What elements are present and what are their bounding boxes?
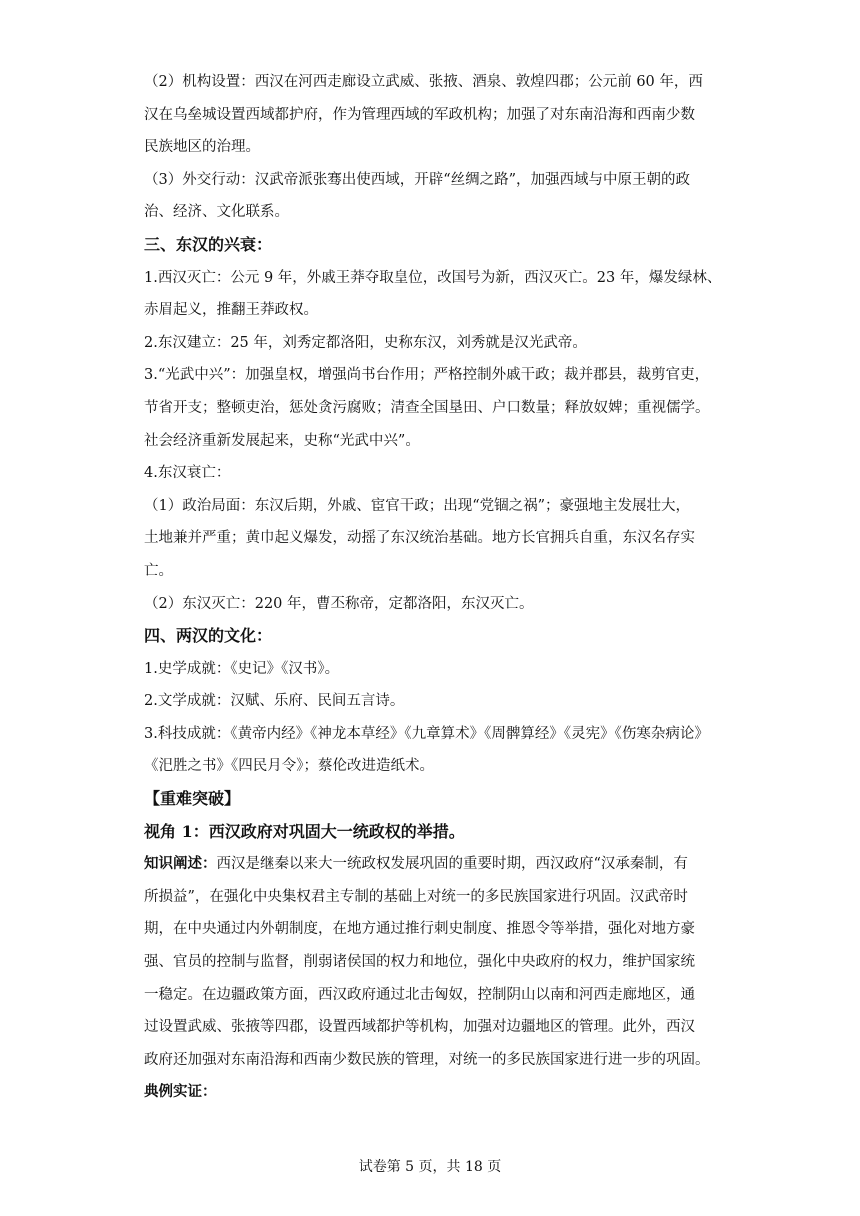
paragraph-line: 汉在乌垒城设置西域都护府，作为管理西域的军政机构；加强了对东南沿海和西南少数 [144,106,695,123]
paragraph-line: 民族地区的治理。 [144,139,260,156]
paragraph-line: 过设置武威、张掖等四郡，设置西域都护等机构，加强对边疆地区的管理。此外，西汉 [144,1019,695,1036]
paragraph-line: 2.文学成就：汉赋、乐府、民间五言诗。 [144,693,405,710]
paragraph-line: 赤眉起义，推翻王莽政权。 [144,302,318,319]
paragraph-line: 4.东汉衰亡： [144,465,231,482]
breakthrough-heading: 【重难突破】 [144,789,241,809]
paragraph-line: 2.东汉建立：25 年，刘秀定都洛阳，史称东汉，刘秀就是汉光武帝。 [144,334,587,351]
paragraph-line: 所损益”，在强化中央集权君主专制的基础上对统一的多民族国家进行巩固。汉武帝时 [144,888,688,905]
section-heading: 四、两汉的文化： [144,626,273,646]
paragraph-line: 3.“光武中兴”：加强皇权，增强尚书台作用；严格控制外戚干政；裁并郡县，裁剪官吏， [144,367,710,384]
paragraph-line: （1）政治局面：东汉后期，外戚、宦官干政；出现“党锢之祸”；豪强地主发展壮大， [144,497,691,514]
section-heading: 三、东汉的兴衰： [144,234,273,254]
paragraph-line: 亡。 [144,562,173,579]
example-label: 典例实证： [144,1083,217,1101]
knowledge-label: 知识阐述： [144,855,217,873]
document-body [144,66,728,1109]
paragraph-line: 强、官员的控制与监督，削弱诸侯国的权力和地位，强化中央政府的权力，维护国家统 [144,954,695,971]
knowledge-text: 西汉是继秦以来大一统政权发展巩固的重要时期，西汉政府“汉承秦制，有 [216,856,688,873]
paragraph-line: 社会经济重新发展起来，史称“光武中兴”。 [144,432,420,449]
paragraph-line: 《汜胜之书》《四民月令》；蔡伦改进造纸术。 [144,758,434,775]
perspective-title: 视角 1：西汉政府对巩固大一统政权的举措。 [144,821,465,841]
paragraph-line: （3）外交行动：汉武帝派张骞出使西域，开辟“丝绸之路”，加强西域与中原王朝的政 [144,171,691,188]
paragraph-line: 政府还加强对东南沿海和西南少数民族的管理，对统一的多民族国家进行进一步的巩固。 [144,1051,710,1068]
paragraph-line: （2）机构设置：西汉在河西走廊设立武威、张掖、酒泉、敦煌四郡；公元前 60 年，西 [144,74,703,90]
paragraph-line: 节省开支；整顿吏治，惩处贪污腐败；清查全国垦田、户口数量；释放奴婢；重视儒学。 [144,399,710,416]
paragraph-line: （2）东汉灭亡：220 年，曹丕称帝，定都洛阳，东汉灭亡。 [144,595,534,612]
page-footer: 试卷第 5 页，共 18 页 [358,1159,502,1175]
paragraph-line: 一稳定。在边疆政策方面，西汉政府通过北击匈奴，控制阴山以南和河西走廊地区，通 [144,986,695,1003]
paragraph-line: 土地兼并严重；黄巾起义爆发，动摇了东汉统治基础。地方长官拥兵自重，东汉名存实 [144,530,695,547]
paragraph-line: 1.史学成就：《史记》《汉书》。 [144,660,340,677]
paragraph-line: 治、经济、文化联系。 [144,204,289,221]
paragraph-line: 期，在中央通过内外朝制度，在地方通过推行刺史制度、推恩令等举措，强化对地方豪 [144,921,695,938]
paragraph-line: 3.科技成就：《黄帝内经》《神龙本草经》《九章算术》《周髀算经》《灵宪》《伤寒杂病论》 [144,725,709,742]
paragraph-line [144,848,728,881]
paragraph-line: 1.西汉灭亡：公元 9 年，外戚王莽夺取皇位，改国号为新，西汉灭亡。23 年，爆发绿林、 [144,269,722,286]
